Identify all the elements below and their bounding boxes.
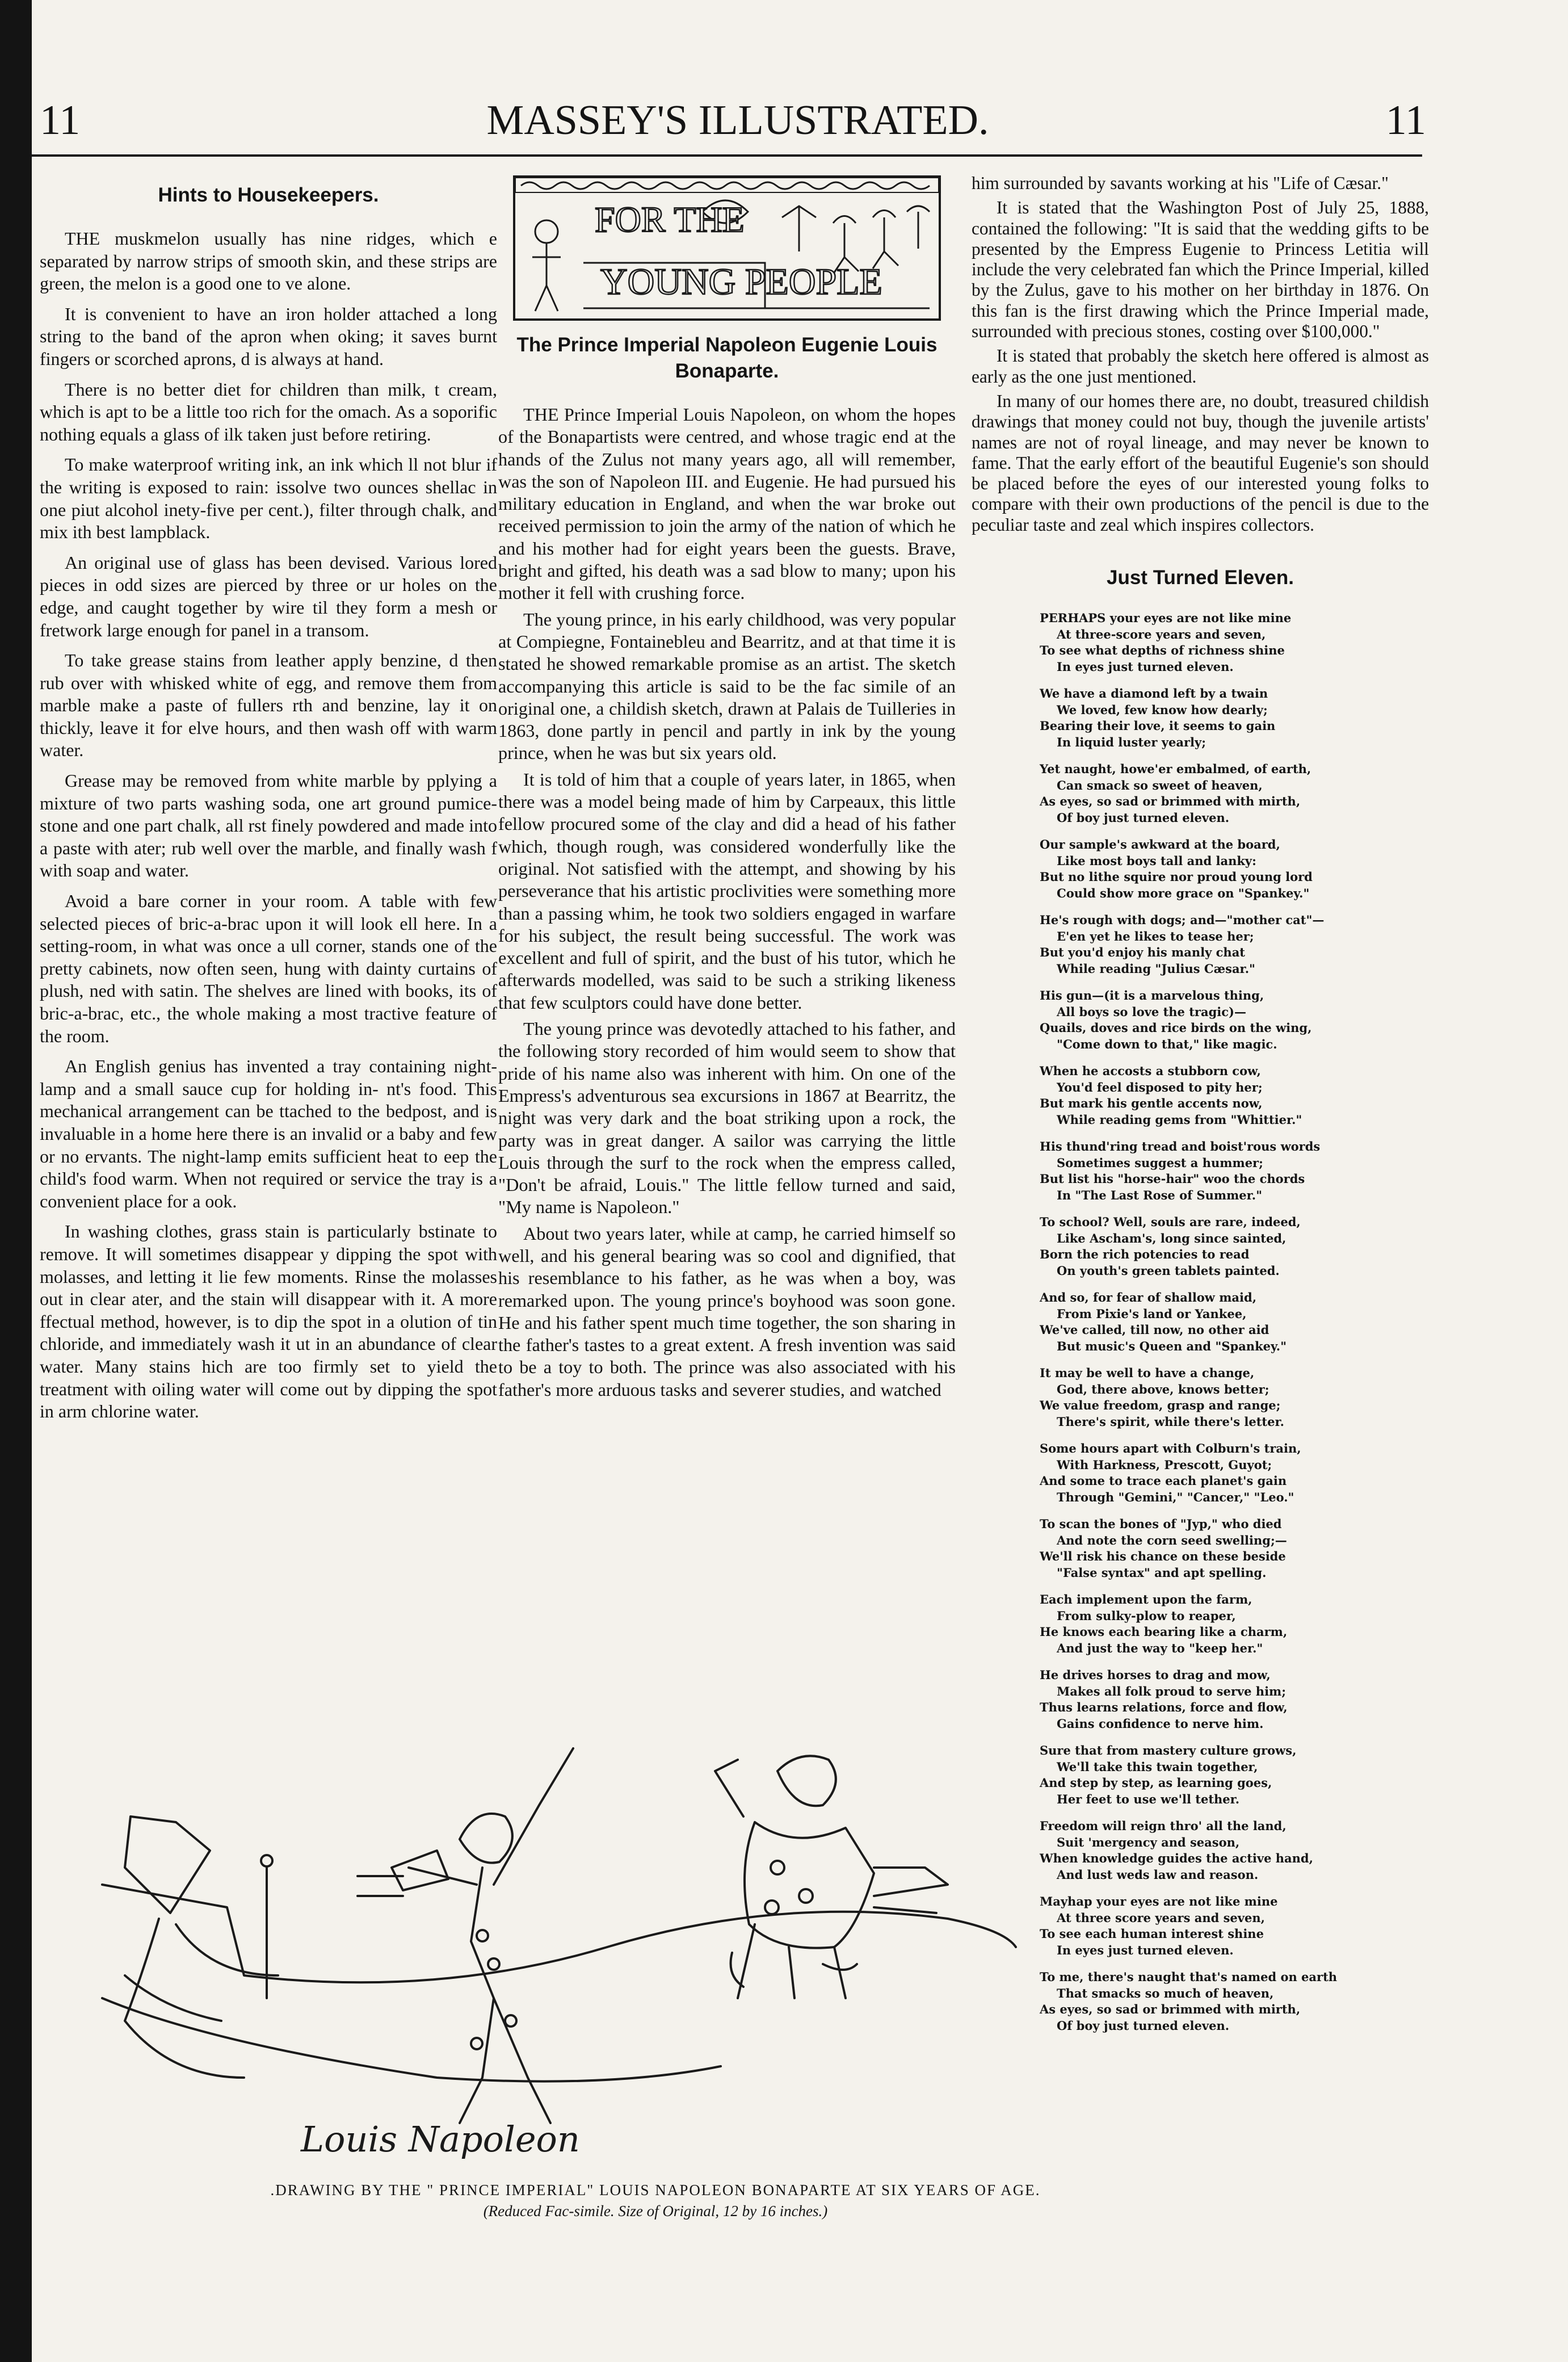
figure-subcaption: (Reduced Fac-simile. Size of Original, 12 by 16 inches.)	[483, 2202, 828, 2220]
poem-line: We've called, till now, no other aid	[1040, 1323, 1269, 1337]
poem-line: And so, for fear of shallow maid,	[1040, 1290, 1256, 1305]
paragraph: It is told of him that a couple of years later, in 1865, when there was a model being made of him by Carpeaux, this little fellow procured some of the clay and did a head of his father which, though rough, was considered wonderfully like the original. Not satisfied with the attempt, and showing by his perseverance that his artistic proclivities were something more than a passing whim, he took two soldiers engaged in warfare for his subject, the result being successful. The work was excellent and full of spirit, and the bust of his tutor, which he afterwards modelled, was said to be such a striking likeness that few sculptors could have done better.	[498, 769, 956, 1013]
poem-line: In eyes just turned eleven.	[1057, 659, 1234, 674]
paragraph: About two years later, while at camp, he carried himself so well, and his general bearing was so cool and dignified, that his resemblance to his father, as he was when a boy, was remarked upon. The young prince's boyhood was soon gone. He and his father spent much time together, the son sharing in the father's tastes to a great extent. A fresh invention was said to be a toy to both. The prince was also associated with his father's more arduous tasks and severer studies, and watched	[498, 1223, 956, 1400]
poem-stanza	[1040, 837, 1429, 901]
poem-stanza	[1040, 1365, 1429, 1430]
paragraph: In many of our homes there are, no doubt, treasured childish drawings that money could not buy, though the juvenile artists' names are not of royal lineage, and may never be known to fame. That the early effort of the beautiful Eugenie's son should be placed before the eyes of our interested young folks to compare with their own productions of the pencil is due to the peculiar taste and zeal which inspires collectors.	[972, 391, 1429, 535]
poem-line: Some hours apart with Colburn's train,	[1040, 1441, 1301, 1456]
banner-line-2: YOUNG PEOPLE	[600, 261, 882, 303]
poem-line: We loved, few know how dearly;	[1057, 702, 1268, 717]
poem-line: At three-score years and seven,	[1057, 627, 1266, 641]
poem-line: All boys so love the tragic)—	[1057, 1004, 1246, 1019]
poem-line: We value freedom, grasp and range;	[1040, 1398, 1281, 1413]
poem-line: But no lithe squire nor proud young lord	[1040, 870, 1313, 884]
poem-line: His gun—(it is a marvelous thing,	[1040, 988, 1264, 1003]
poem-line: We have a diamond left by a twain	[1040, 686, 1268, 701]
poem-line: And step by step, as learning goes,	[1040, 1776, 1272, 1790]
section-title: Hints to Housekeepers.	[158, 184, 379, 206]
paragraph: THE Prince Imperial Louis Napoleon, on whom the hopes of the Bonapartists were centred, and whose tragic end at the hands of the Zulus not many years ago, all will remember, was the son of Napoleon III. and Eugenie. He had pursued his military education in England, and when the war broke out received permission to join the army of the nation of which he and his mother had for eight years been the guests. Brave, bright and gifted, his death was a sad blow to many; upon his mother it fell with crushing force.	[498, 404, 956, 603]
poem-line: While reading gems from "Whittier."	[1057, 1112, 1302, 1127]
paragraph: THE muskmelon usually has nine ridges, which e separated by narrow strips of smooth skin, and these strips are green, the melon is a good one to ve alone.	[40, 228, 497, 294]
for-the-young-people-banner	[513, 175, 941, 321]
paragraph: It is stated that probably the sketch here offered is almost as early as the one just mentioned.	[972, 346, 1429, 387]
poem-line: As eyes, so sad or brimmed with mirth,	[1040, 794, 1301, 809]
poem-line: But you'd enjoy his manly chat	[1040, 945, 1246, 960]
paragraph: An original use of glass has been devised. Various lored pieces in odd sizes are pierced by three or ur holes on the edge, and caught together by wire til they form a mesh or fretwork large enough for panel in a transom.	[40, 552, 497, 640]
poem-line: On youth's green tablets painted.	[1057, 1263, 1280, 1278]
poem-line: He's rough with dogs; and—"mother cat"—	[1040, 913, 1325, 928]
poem-line: Yet naught, howe'er embalmed, of earth,	[1040, 762, 1311, 777]
paragraph: It is convenient to have an iron holder attached a long string to the band of the apron when oking; it saves burnt fingers or scorched aprons, d is always at hand.	[40, 303, 497, 369]
poem-line: To me, there's naught that's named on earth	[1040, 1970, 1338, 1985]
paragraph: To make waterproof writing ink, an ink which ll not blur if the writing is exposed to rain: issolve two ounces shellac in one piut alcohol inety-five per cent.), filter through chalk, and mix ith best lampblack.	[40, 454, 497, 543]
poem-line: "False syntax" and apt spelling.	[1057, 1565, 1267, 1580]
poem-stanza	[1040, 610, 1429, 675]
header-rule	[32, 154, 1422, 157]
poem-stanza	[1040, 686, 1429, 750]
poem-stanza	[1040, 1441, 1429, 1505]
child-sketch-illustration	[40, 1680, 1226, 2248]
poem-line: His thund'ring tread and boist'rous words	[1040, 1139, 1321, 1154]
paragraph: There is no better diet for children than milk, t cream, which is apt to be a little too rich for the omach. As a soporific nothing equals a glass of ilk taken just before retiring.	[40, 379, 497, 444]
poem-line: Bearing their love, it seems to gain	[1040, 719, 1276, 733]
article-title: The Prince Imperial Napoleon Eugenie Louis Bonaparte.	[516, 334, 938, 382]
paragraph: Avoid a bare corner in your room. A table with few selected pieces of bric-a-brac upon it will look ell here. In a setting-room, in what was once a ull corner, stands one of the pretty cabinets, now often seen, hung with dainty curtains of plush, ned with satin. The shelves are lined with books, its of bric-a-brac, etc., the whole making a most tractive feature of the room.	[40, 891, 497, 1046]
poem-line: That smacks so much of heaven,	[1057, 1986, 1274, 2000]
poem-line: In eyes just turned eleven.	[1057, 1943, 1234, 1957]
poem-line: Can smack so sweet of heaven,	[1057, 778, 1263, 792]
page-number-right: 11	[1385, 97, 1426, 144]
poem-line: Through "Gemini," "Cancer," "Leo."	[1057, 1490, 1294, 1504]
paragraph: It is stated that the Washington Post of July 25, 1888, contained the following: "It is said that the wedding gifts to be presented by the Empress Eugenie to Princess Letitia will include the very celebrated fan which the Prince Imperial, killed by the Zulus, gave to his mother on her birthday in 1876. On this fan is the first drawing which the Prince Imperial made, surrounded with precious stones, costing over $100,000."	[972, 198, 1429, 342]
paragraph: In washing clothes, grass stain is particularly bstinate to remove. It will sometimes disappear y dipping the spot with molasses, and letting it lie few moments. Rinse the molasses out in clear ater, and the stain will disappear with it. A more ffectual method, however, is to dip the spot in a olution of tin chloride, and immediately wash it ut in an abundance of clear water. Many stains hich are too firmly set to yield the treatment with oiling water will come out by dipping the spot in arm chlorine water.	[40, 1221, 497, 1422]
poem-line: PERHAPS your eyes are not like mine	[1040, 611, 1292, 626]
banner-line-1: FOR THE	[595, 199, 745, 240]
page-edge-shadow	[0, 0, 32, 2362]
poem-line: Makes all folk proud to serve him;	[1057, 1684, 1287, 1698]
poem-line: You'd feel disposed to pity her;	[1057, 1080, 1263, 1094]
poem-line: Could show more grace on "Spankey."	[1057, 886, 1310, 900]
poem-line: Freedom will reign thro' all the land,	[1040, 1819, 1287, 1834]
poem-stanza	[1040, 1139, 1429, 1203]
poem-line: There's spirit, while there's letter.	[1057, 1414, 1284, 1429]
poem-line: To see each human interest shine	[1040, 1927, 1264, 1941]
poem-line: When he accosts a stubborn cow,	[1040, 1064, 1261, 1079]
page-number-left: 11	[40, 97, 81, 144]
poem-line: E'en yet he likes to tease her;	[1057, 929, 1254, 943]
poem-line: It may be well to have a change,	[1040, 1366, 1255, 1381]
poem-stanza	[1040, 1214, 1429, 1279]
poem-stanza	[1040, 912, 1429, 977]
paragraph: Grease may be removed from white marble by pplying a mixture of two parts washing soda, one art ground pumice-stone and one part chalk, all rst finely powdered and made into a paste with ater; rub well over the marble, and finally wash f with soap and water.	[40, 770, 497, 881]
poem-line: When knowledge guides the active hand,	[1040, 1851, 1313, 1866]
poem-stanza	[1040, 1516, 1429, 1581]
poem-line: Gains confidence to nerve him.	[1057, 1716, 1264, 1731]
poem-line: Our sample's awkward at the board,	[1040, 837, 1280, 852]
poem-line: We'll take this twain together,	[1057, 1759, 1258, 1774]
poem-line: And some to trace each planet's gain	[1040, 1474, 1287, 1488]
paragraph: An English genius has invented a tray containing night-lamp and a small sauce cup for holding in- nt's food. This mechanical arrangement can be ttached to the bedpost, and is invaluable in a home here there is an invalid or a baby and few or no ervants. The night-lamp emits sufficient heat to eep the child's food warm. When not required or service the tray is a convenient place for a ook.	[40, 1056, 497, 1211]
poem-line: Thus learns relations, force and flow,	[1040, 1700, 1288, 1715]
prince-drawing-facsimile	[40, 1680, 1226, 2248]
poem-line: To see what depths of richness shine	[1040, 643, 1285, 658]
poem-line: Sometimes suggest a hummer;	[1057, 1155, 1263, 1170]
poem-line: As eyes, so sad or brimmed with mirth,	[1040, 2002, 1301, 2017]
masthead-title: MASSEY'S ILLUSTRATED.	[486, 97, 989, 144]
poem-line: Like most boys tall and lanky:	[1057, 853, 1256, 868]
poem-line: To school? Well, souls are rare, indeed,	[1040, 1215, 1301, 1230]
paragraph: The young prince, in his early childhood, was very popular at Compiegne, Fontainebleu and Bearritz, and at that time it is stated he showed remarkable promise as an artist. The sketch accompanying this article is said to be the fac simile of an original one, a childish sketch, drawn at Palais de Tuilleries in 1863, done partly in pencil and partly in ink by the young prince, when he was but six years old.	[498, 609, 956, 763]
poem-line: Of boy just turned eleven.	[1057, 2018, 1230, 2033]
poem-line: God, there above, knows better;	[1057, 1382, 1269, 1396]
poem-line: We'll risk his chance on these beside	[1040, 1549, 1286, 1564]
poem-line: From sulky-plow to reaper,	[1057, 1608, 1236, 1623]
poem-line: But music's Queen and "Spankey."	[1057, 1339, 1287, 1353]
poem-stanza	[1040, 761, 1429, 826]
poem-stanza	[1040, 1592, 1429, 1656]
poem-stanza	[1040, 1290, 1429, 1354]
figure-caption: .DRAWING BY THE " PRINCE IMPERIAL" LOUIS NAPOLEON BONAPARTE AT SIX YEARS OF AGE.	[270, 2181, 1041, 2199]
poem-line: He knows each bearing like a charm,	[1040, 1625, 1288, 1639]
column-hints-to-housekeepers	[40, 173, 497, 1423]
poem-line: In "The Last Rose of Summer."	[1057, 1188, 1263, 1202]
poem-line: Quails, doves and rice birds on the wing,	[1040, 1021, 1312, 1035]
poem-line: And just the way to "keep her."	[1057, 1641, 1263, 1655]
poem-line: While reading "Julius Cæsar."	[1057, 961, 1255, 976]
paragraph: him surrounded by savants working at his "Life of Cæsar."	[972, 173, 1389, 193]
poem-line: But mark his gentle accents now,	[1040, 1096, 1263, 1111]
poem-line: He drives horses to drag and mow,	[1040, 1668, 1271, 1683]
poem-stanza	[1040, 1063, 1429, 1128]
poem-stanza	[1040, 988, 1429, 1052]
poem-line: "Come down to that," like magic.	[1057, 1037, 1277, 1051]
column-prince-imperial	[498, 173, 956, 1401]
poem-line: Each implement upon the farm,	[1040, 1592, 1252, 1607]
poem-line: And lust weds law and reason.	[1057, 1867, 1259, 1882]
poem-line: From Pixie's land or Yankee,	[1057, 1306, 1247, 1321]
poem-line: Suit 'mergency and season,	[1057, 1835, 1240, 1849]
paragraph: The young prince was devotedly attached to his father, and the following story recorded of him would seem to show that pride of his name also was inherent with him. On one of the Empress's adventurous sea excursions in 1867 at Bearritz, the night was very dark and the boat striking upon a rock, the party was in great danger. A sailor was carrying the little Louis through the surf to the rock when the empress called, "Don't be afraid, Louis." The little fellow turned and said, "My name is Napoleon."	[498, 1018, 956, 1218]
banner-illustration	[515, 178, 939, 318]
poem-line: To scan the bones of "Jyp," who died	[1040, 1517, 1282, 1532]
poem-line: And note the corn seed swelling;—	[1057, 1533, 1287, 1547]
poem-line: At three score years and seven,	[1057, 1910, 1265, 1925]
paragraph: To take grease stains from leather apply benzine, d then rub over with whisked white of egg, and remove them from marble make a paste of fullers rth and benzine, lay it on thickly, leave it for elve hours, and then wash off with warm water.	[40, 650, 497, 761]
signature: Louis Napoleon	[301, 2118, 580, 2160]
poem-line: Sure that from mastery culture grows,	[1040, 1743, 1297, 1758]
poem-line: In liquid luster yearly;	[1057, 735, 1206, 749]
poem-line: But list his "horse-hair" woo the chords	[1040, 1172, 1305, 1186]
poem-line: Like Ascham's, long since sainted,	[1057, 1231, 1287, 1245]
poem-line: Mayhap your eyes are not like mine	[1040, 1894, 1278, 1909]
poem-line: Her feet to use we'll tether.	[1057, 1792, 1240, 1806]
poem-line: With Harkness, Prescott, Guyot;	[1057, 1457, 1272, 1472]
poem-line: Born the rich potencies to read	[1040, 1247, 1250, 1262]
poem-title: Just Turned Eleven.	[1107, 567, 1294, 589]
poem-line: Of boy just turned eleven.	[1057, 810, 1230, 825]
